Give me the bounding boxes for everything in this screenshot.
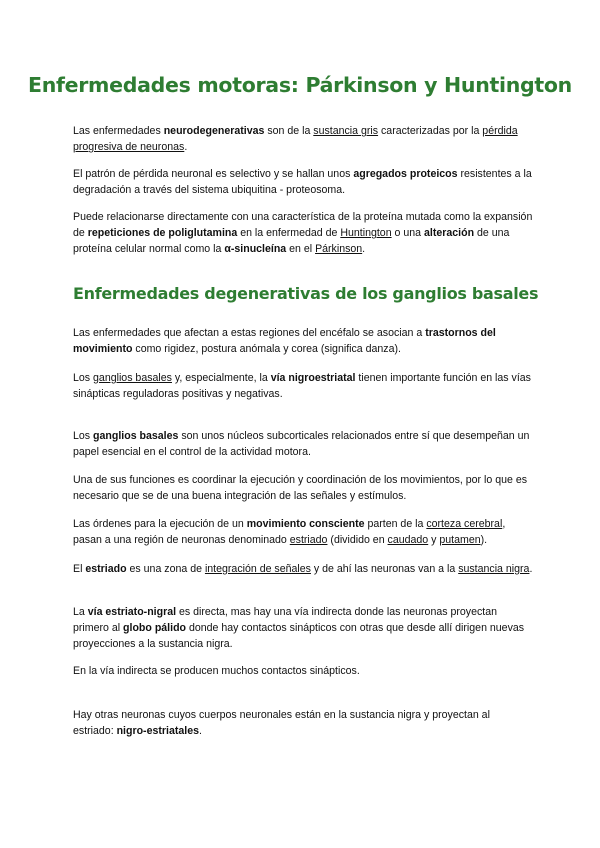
section-heading: Enfermedades degenerativas de los ganglios basales [73,284,539,303]
text: El patrón de pérdida neuronal es selectivo y se hallan unos [73,168,354,180]
text: El [73,563,86,575]
underlined-term: sustancia gris [313,125,379,137]
text: caracterizadas por la [378,125,483,137]
text: Una de sus funciones es coordinar la ejecución y coordinación de los movimientos, por lo que es necesario que se de una buena integración de las señales y estímulos. [73,474,528,502]
text: . [184,141,188,153]
text: . [529,563,533,575]
underlined-term: Párkinson [315,243,363,255]
text: Las órdenes para la ejecución de un [73,518,247,530]
text: de una proteína celular normal como la [73,227,510,255]
bold-term: estriado [85,563,127,575]
bold-term: ganglios basales [93,430,179,442]
text: (dividido en [327,534,388,546]
text: y de ahí las neuronas van a la [310,563,459,575]
paragraph-protein-aggregates [73,166,533,198]
paragraph-striato-nigral [73,604,533,652]
underlined-term: estriado [289,534,328,546]
text: en el [286,243,316,255]
text: ). [480,534,488,546]
text: Puede relacionarse directamente con una característica de la proteína mutada como la expansión de [73,211,533,239]
underlined-term: corteza cerebral [426,518,503,530]
bold-term: trastornos del movimiento [73,327,496,355]
text: es una zona de [126,563,205,575]
bold-term: α-sinucleína [224,243,287,255]
bold-term: alteración [424,227,475,239]
text: parten de la [364,518,427,530]
text: en la enfermedad de [237,227,341,239]
bold-term: vía nigroestriatal [270,372,356,384]
bold-term: movimiento consciente [246,518,365,530]
bold-term: nigro-estriatales [116,725,200,737]
text: son unos núcleos subcorticales relacionados entre sí que desempeñan un papel esencial en el control de la actividad motora. [73,430,530,458]
paragraph-conscious-movement [73,516,533,548]
paragraph-indirect-pathway [73,663,533,679]
text: y [428,534,440,546]
text: Los [73,372,94,384]
text: como rigidez, postura anómala y corea (significa danza). [132,343,401,355]
underlined-term: sustancia nigra [458,563,530,575]
text: y, especialmente, la [171,372,271,384]
underlined-term: caudado [387,534,429,546]
text: La [73,606,88,618]
paragraph-striatum [73,561,533,577]
underlined-term: ganglios basales [93,372,172,384]
bold-term: repeticiones de poliglutamina [87,227,238,239]
page-title: Enfermedades motoras: Párkinson y Huntington [28,73,572,97]
paragraph-basal-ganglia-role [73,370,533,402]
text: Las enfermedades [73,125,164,137]
bold-term: vía estriato-nigral [87,606,177,618]
underlined-term: Huntington [340,227,392,239]
bold-term: globo pálido [123,622,187,634]
text: son de la [264,125,314,137]
paragraph-coordination [73,472,533,504]
text: donde hay contactos sinápticos con otras que desde allí dirigen nuevas proyecciones a la sustancia nigra. [73,622,525,650]
text: , pasan a una región de neuronas denominado [73,518,506,546]
bold-term: neurodegenerativas [163,125,265,137]
underlined-term: integración de señales [204,563,311,575]
text: . [199,725,202,737]
paragraph-nigro-striatal [73,707,533,739]
text: tienen importante función en las vías sinápticas reguladoras positivas y negativas. [73,372,531,400]
paragraph-movement-disorders [73,325,533,357]
text: es directa, mas hay una vía indirecta donde las neuronas proyectan primero al [73,606,497,634]
text: Las enfermedades que afectan a estas regiones del encéfalo se asocian a [73,327,426,339]
text: resistentes a la degradación a través del sistema ubiquitina - proteosoma. [73,168,532,196]
text: Hay otras neuronas cuyos cuerpos neuronales están en la sustancia nigra y proyectan al estriado: [73,709,490,737]
text: Los [73,430,94,442]
underlined-term: putamen [439,534,481,546]
paragraph-mutated-protein [73,209,533,257]
text: . [362,243,366,255]
bold-term: agregados proteicos [353,168,458,180]
underlined-term: pérdida progresiva de neuronas [73,125,518,153]
paragraph-basal-ganglia-definition [73,428,533,460]
text: En la vía indirecta se producen muchos contactos sinápticos. [73,665,360,677]
text: o una [391,227,424,239]
paragraph-neurodegenerative [73,123,533,155]
